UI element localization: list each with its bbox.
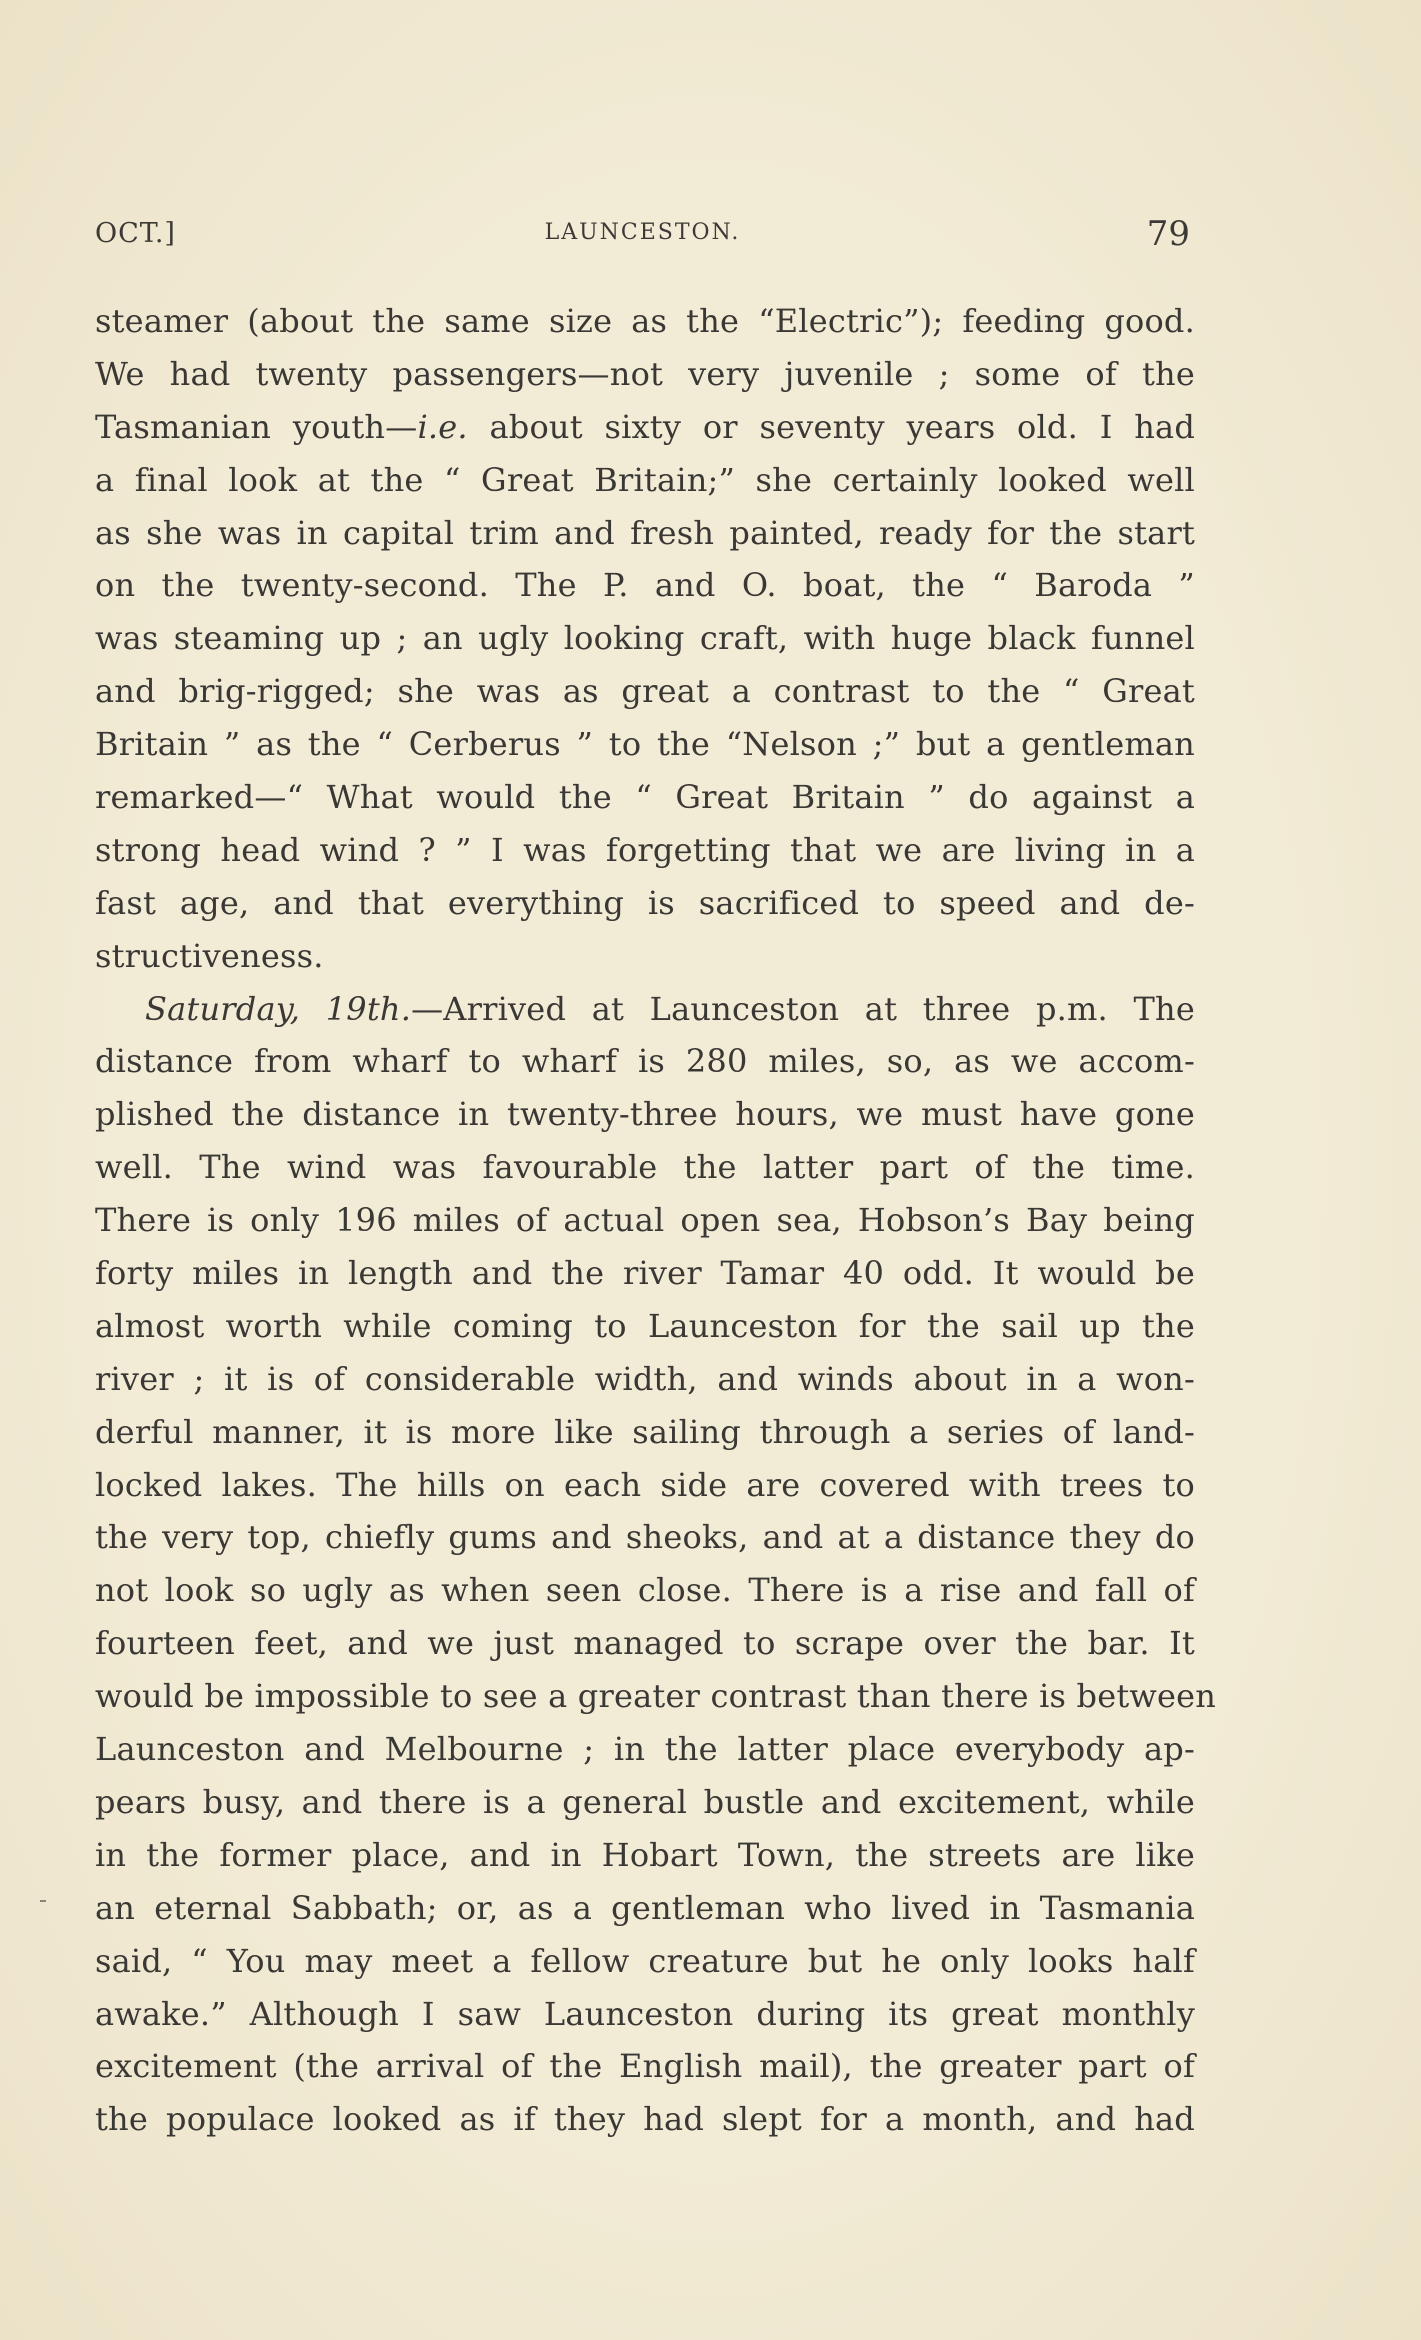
text-line: an eternal Sabbath; or, as a gentleman who lived in Tasmania [95,1888,1195,1927]
text-line: awake.” Although I saw Launceston during its great monthly [95,1994,1195,2033]
italic-abbrev: i.e. [417,407,468,446]
text-line: was steaming up ; an ugly looking craft, with huge black funnel [95,619,1195,658]
header-month: OCT.] [95,218,176,249]
text-line: on the twenty-second. The P. and O. boat, the “ Baroda ” [95,566,1195,605]
body-text [95,295,1217,2146]
text-line: steamer (about the same size as the “Electric”); feeding good. [95,302,1195,340]
text-span: about sixty or seventy years old. I had [467,407,1196,446]
text-line: the very top, chiefly gums and sheoks, and at a distance they do [95,1518,1195,1557]
text-line: not look so ugly as when seen close. There is a rise and fall of [95,1571,1195,1610]
text-line: Britain ” as the “ Cerberus ” to the “Nelson ;” but a gentleman [95,725,1195,764]
text-line: Launceston and Melbourne ; in the latter place everybody ap- [95,1730,1195,1769]
running-header [95,214,1190,264]
text-line: derful manner, it is more like sailing through a series of land- [95,1412,1195,1451]
text-span: Tasmanian youth— [95,407,418,446]
text-line: as she was in capital trim and fresh painted, ready for the start [95,513,1195,552]
text-line: forty miles in length and the river Tamar 40 odd. It would be [95,1254,1195,1293]
text-line: a final look at the “ Great Britain;” she certainly looked well [95,460,1195,499]
text-line: almost worth while coming to Launceston for the sail up the [95,1306,1195,1345]
entry-date: 19th. [325,989,412,1028]
text-line [95,983,1195,1036]
text-line: fourteen feet, and we just managed to scrape over the bar. It [95,1624,1195,1663]
text-line: strong head wind ? ” I was forgetting that we are living in a [95,830,1195,869]
text-line [95,401,1195,454]
text-span: —Arrived at Launceston at three p.m. The [411,989,1196,1028]
text-line: the populace looked as if they had slept for a month, and had [95,2100,1195,2139]
entry-day: Saturday, [145,989,301,1028]
paper-blemish [40,1900,46,1902]
text-line: in the former place, and in Hobart Town, the streets are like [95,1835,1195,1874]
text-line: structiveness. [95,936,324,975]
text-line: plished the distance in twenty-three hours, we must have gone [95,1095,1195,1134]
text-line: and brig-rigged; she was as great a contrast to the “ Great [95,672,1195,711]
text-line: would be impossible to see a greater contrast than there is between [95,1677,1217,1716]
text-line: said, “ You may meet a fellow creature but he only looks half [95,1941,1195,1980]
header-title: LAUNCESTON. [544,220,741,245]
text-line: excitement (the arrival of the English mail), the greater part of [95,2047,1195,2086]
text-line: river ; it is of considerable width, and winds about in a won- [95,1359,1195,1398]
text-line: There is only 196 miles of actual open sea, Hobson’s Bay being [95,1201,1195,1240]
text-line: well. The wind was favourable the latter part of the time. [95,1148,1195,1187]
text-line: remarked—“ What would the “ Great Britain ” do against a [95,778,1195,817]
text-line: distance from wharf to wharf is 280 miles, so, as we accom- [95,1042,1195,1081]
text-line: pears busy, and there is a general bustle and excitement, while [95,1782,1195,1821]
text-line: fast age, and that everything is sacrificed to speed and de- [95,883,1195,922]
text-line: We had twenty passengers—not very juvenile ; some of the [95,354,1195,393]
text-line: locked lakes. The hills on each side are covered with trees to [95,1465,1195,1504]
page-number: 79 [1146,214,1190,254]
